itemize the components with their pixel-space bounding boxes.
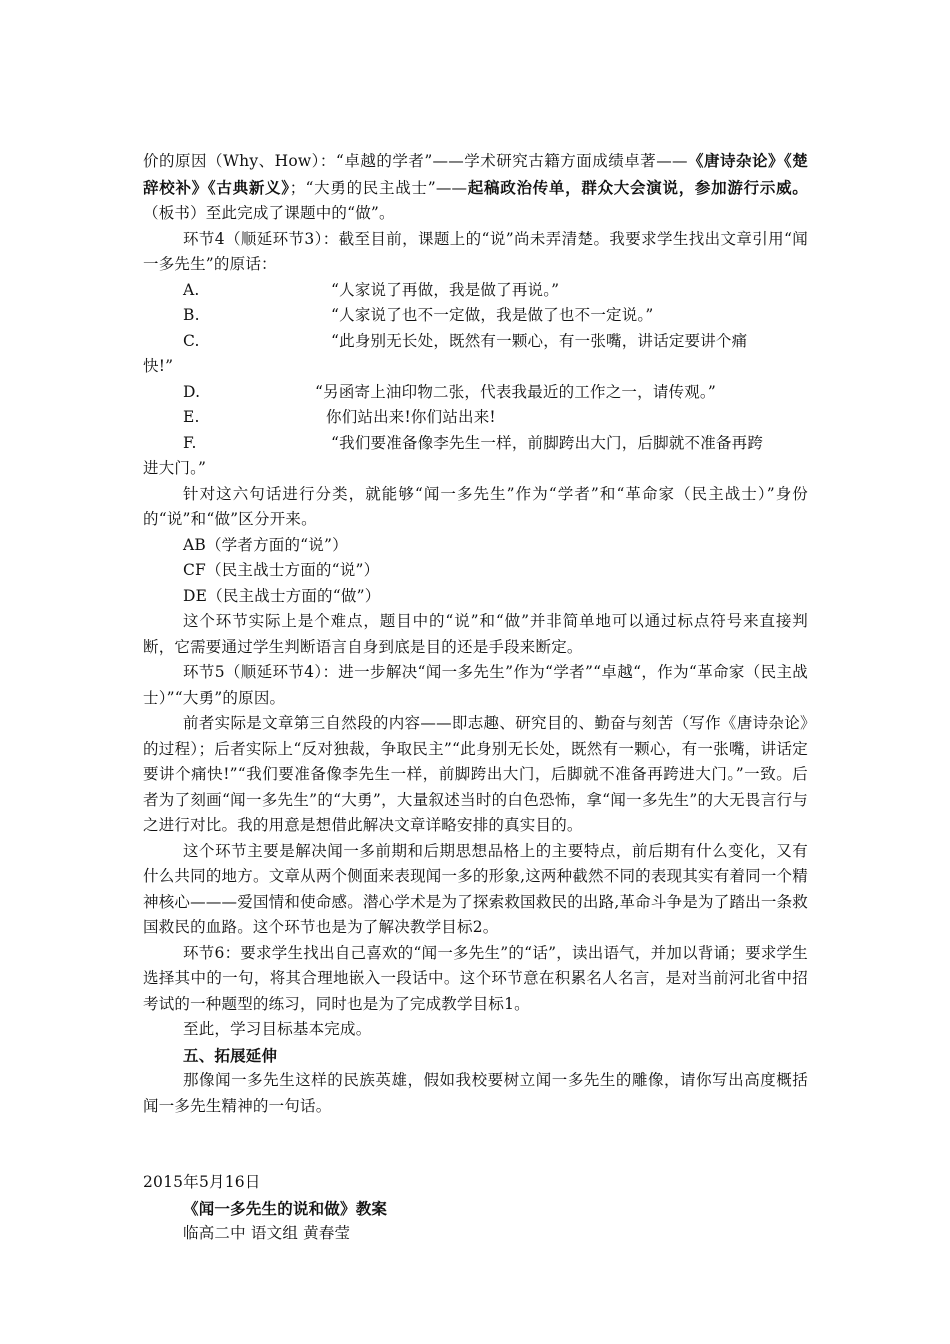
option-c: C. “此身别无长处，既然有一颗心，有一张嘴，讲话定要讲个痛	[183, 331, 748, 350]
paragraph-reasons	[143, 148, 808, 227]
paragraph-step6: 环节6：要求学生找出自己喜欢的“闻一多先生”的“话”，读出语气，并加以背诵；要求学生选择其中的一句，将其合理地嵌入一段话中。这个环节意在积累名人名言，是对当前河北省中招考试的一种题型的练习，同时也是为了完成教学目标1。	[143, 943, 808, 1013]
class-ab: AB（学者方面的“说”）	[183, 535, 348, 554]
option-e: E. 你们站出来!你们站出来!	[183, 408, 496, 426]
paragraph-classify: 针对这六句话进行分类，就能够“闻一多先生”作为“学者”和“革命家（民主战士）”身份的“说”和“做”区分开来。	[143, 484, 808, 528]
class-de: DE（民主战士方面的“做”）	[183, 586, 381, 605]
author-line: 临高二中 语文组 黄春莹	[183, 1224, 351, 1242]
document-body	[143, 148, 808, 1247]
paragraph-analysis: 前者实际是文章第三自然段的内容——即志趣、研究目的、勤奋与刻苦（写作《唐诗杂论》的过程）；后者实际上“反对独裁，争取民主”“此身别无长处，既然有一颗心，有一张嘴，讲话定要讲个痛快!”“我们要准备像李先生一样，前脚跨出大门，后脚就不准备再跨进大门。”一致。后者为了刻画“闻一多先生”的“大勇”，大量叙述当时的白色恐怖，拿“闻一多先生”的大无畏言行与之进行对比。我的用意是想借此解决文章详略安排的真实目的。	[143, 714, 808, 834]
option-a: A. “人家说了再做，我是做了再说。”	[183, 280, 560, 299]
paragraph-step5: 环节5（顺延环节4）：进一步解决“闻一多先生”作为“学者”“卓越“，作为“革命家（民主战士）”“大勇”的原因。	[143, 663, 808, 707]
paragraph-purpose: 这个环节主要是解决闻一多前期和后期思想品格上的主要特点，前后期有什么变化，又有什么共同的地方。文章从两个侧面来表现闻一多的形象,这两种截然不同的表现其实有着同一个精神核心———爱国情和使命感。潜心学术是为了探索救国救民的出路,革命斗争是为了踏出一条救国救民的血路。这个环节也是为了解决教学目标2。	[143, 841, 808, 936]
text: （板书）至此完成了课题中的“做”。	[143, 204, 395, 222]
date: 2015年5月16日	[143, 1173, 261, 1191]
option-b: B. “人家说了也不一定做，我是做了也不一定说。”	[183, 306, 654, 324]
bold-text: 《唐诗杂论》《楚辞校补》《古典新义》	[143, 151, 808, 197]
section-heading-extension: 五、拓展延伸	[183, 1045, 278, 1065]
bold-text: 起稿政治传单，群众大会演说，参加游行示威。	[467, 177, 808, 197]
option-c-continued: 快!”	[143, 357, 174, 375]
class-cf: CF（民主战士方面的“说”）	[183, 561, 380, 579]
paragraph-extension: 那像闻一多先生这样的民族英雄，假如我校要树立闻一多先生的雕像，请你写出高度概括闻一多先生精神的一句话。	[143, 1071, 808, 1115]
option-f: F. “我们要准备像李先生一样，前脚跨出大门，后脚就不准备再跨	[183, 433, 764, 452]
paragraph-complete: 至此，学习目标基本完成。	[183, 1020, 372, 1038]
paragraph-step4: 环节4（顺延环节3）：截至目前，课题上的“说”尚未弄清楚。我要求学生找出文章引用“闻一多先生”的原话：	[143, 229, 808, 273]
document-title: 《闻一多先生的说和做》教案	[183, 1198, 388, 1218]
text: 价的原因（Why、How）：“卓越的学者”——学术研究古籍方面成绩卓著——	[143, 152, 688, 170]
option-f-continued: 进大门。”	[143, 459, 207, 477]
paragraph-difficulty: 这个环节实际上是个难点，题目中的“说”和“做”并非简单地可以通过标点符号来直接判断，它需要通过学生判断语言自身到底是目的还是手段来断定。	[143, 612, 808, 656]
text: ；“大勇的民主战士”——	[289, 178, 468, 197]
option-d: D. “另函寄上油印物二张，代表我最近的工作之一，请传观。”	[183, 382, 716, 401]
